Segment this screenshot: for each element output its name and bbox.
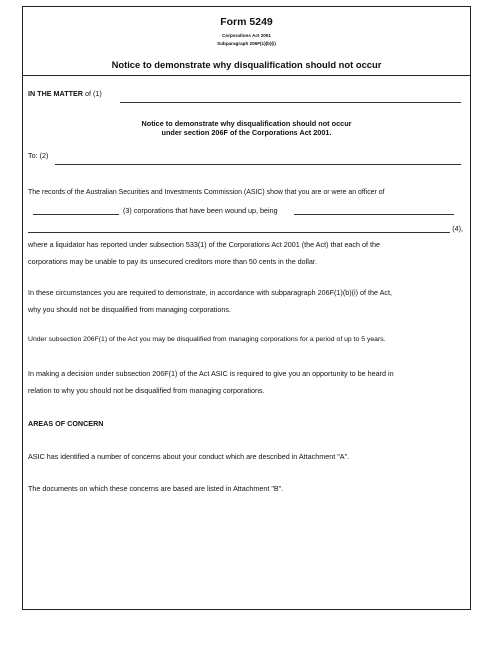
concerns-identified: ASIC has identified a number of concerns about your conduct which are described in Attachment "A". [28, 452, 350, 461]
to-label: To: (2) [28, 151, 49, 160]
matter-line [28, 89, 102, 98]
concerns-heading: AREAS OF CONCERN [28, 419, 104, 428]
subtitle-line-2: under section 206F of the Corporations Act 2001. [161, 127, 332, 137]
records-line-1: The records of the Australian Securities and Investments Commission (ASIC) show that you are or were an officer of [28, 189, 385, 196]
concerns-documents: The documents on which these concerns are based are listed in Attachment "B". [28, 484, 284, 493]
decision-line-1: In making a decision under subsection 206F(1) of the Act ASIC is required to give you an opportunity to be heard in [28, 369, 394, 378]
matter-label: IN THE MATTER [28, 89, 83, 98]
subtitle-line-1: Notice to demonstrate why disqualification should not occur [141, 119, 352, 128]
records-line-2: (3) corporations that have been wound up, being [123, 206, 278, 215]
circumstances-line-2: why you should not be disqualified from managing corporations. [28, 305, 231, 314]
subsection-paragraph: Under subsection 206F(1) of the Act you may be disqualified from managing corporations for a period of up to 5 years. [28, 336, 386, 343]
form-number: Form 5249 [220, 16, 273, 28]
subparagraph-reference: Subparagraph 206F(1)(b)(i) [217, 41, 276, 46]
legislation-reference: Corporations Act 2001 [222, 33, 271, 38]
title-divider [23, 75, 470, 76]
corporation-entry-line[interactable] [294, 214, 454, 215]
matter-entry-line[interactable] [120, 102, 461, 103]
corporation-entry-line-2[interactable] [28, 232, 450, 233]
form-page [22, 6, 471, 610]
liquidator-line-1: where a liquidator has reported under subsection 533(1) of the Corporations Act 2001 (the Act) that each of the [28, 240, 381, 249]
count-entry-line[interactable] [33, 214, 119, 215]
notice-subtitle [23, 120, 470, 137]
matter-suffix: of (1) [82, 89, 102, 98]
to-entry-line[interactable] [55, 164, 461, 165]
circumstances-line-1: In these circumstances you are required to demonstrate, in accordance with subparagraph 206F(1)(b)(i) of the Act, [28, 288, 392, 297]
liquidator-line-2: corporations may be unable to pay its unsecured creditors more than 50 cents in the dollar. [28, 257, 317, 266]
decision-line-2: relation to why you should not be disqualified from managing corporations. [28, 386, 265, 395]
marker-4: (4), [452, 224, 463, 233]
form-title: Notice to demonstrate why disqualification should not occur [111, 59, 382, 70]
